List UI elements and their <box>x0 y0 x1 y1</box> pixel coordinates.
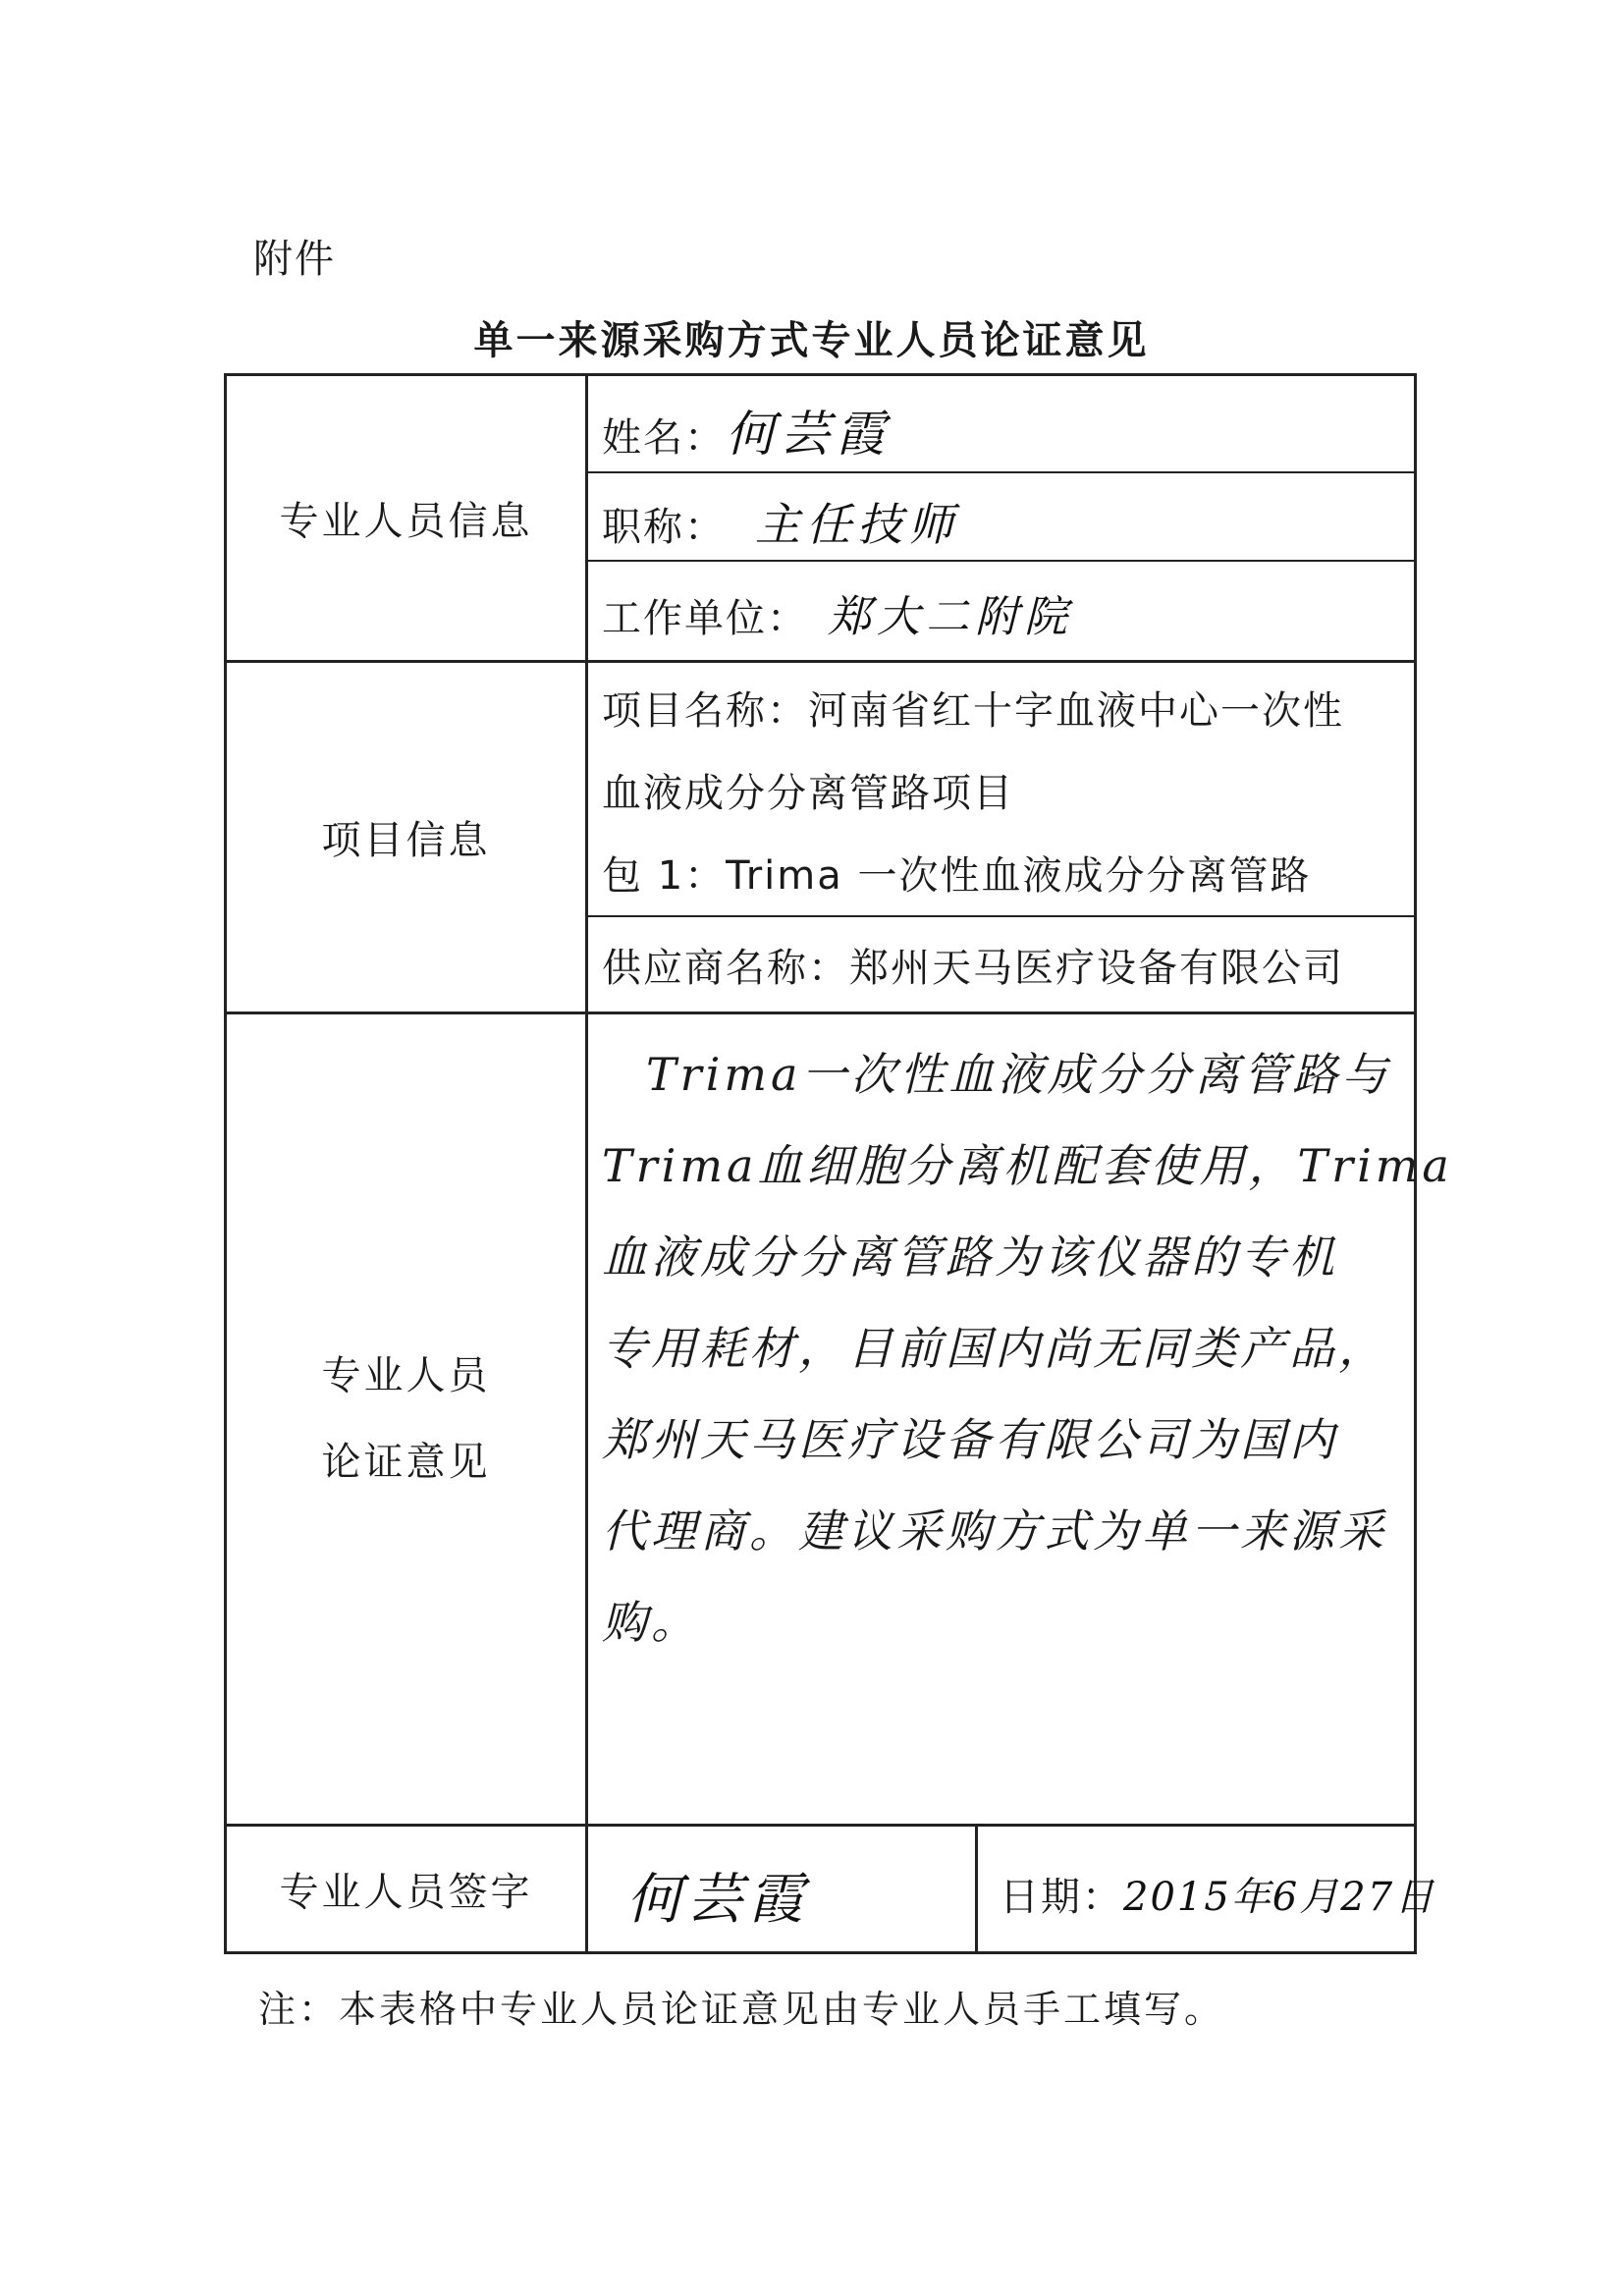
expert-info-label: 专业人员信息 <box>279 499 533 544</box>
date-value: 2015年6月27日 <box>1123 1875 1436 1920</box>
project-name-line1: 项目名称：河南省红十字血液中心一次性 <box>602 688 1344 734</box>
opinion-text <box>602 1029 1453 1668</box>
employer-row <box>602 581 1073 644</box>
signature-divider <box>585 1824 588 1954</box>
signature-label: 专业人员签字 <box>279 1870 533 1915</box>
name-row <box>602 395 891 465</box>
employer-value: 郑大二附院 <box>828 592 1073 642</box>
date-row <box>1000 1866 1435 1922</box>
signature-text: 何芸霞 <box>626 1868 809 1932</box>
employer-label: 工作单位： <box>602 596 808 641</box>
opinion-line-5: 郑州天马医疗设备有限公司为国内 <box>602 1413 1338 1466</box>
row-divider-name <box>585 471 1414 473</box>
row-divider-title <box>585 560 1414 562</box>
opinion-line-1: Trima一次性血液成分分离管路与 <box>646 1048 1391 1101</box>
opinion-label-line1: 专业人员 <box>321 1353 491 1398</box>
opinion-line-3: 血液成分分离管路为该仪器的专机 <box>602 1230 1338 1284</box>
opinion-label-line2: 论证意见 <box>321 1440 491 1485</box>
title-label: 职称： <box>602 505 726 550</box>
column-divider <box>585 373 588 1827</box>
name-label: 姓名： <box>602 415 726 461</box>
package-line: 包 1：Trima 一次性血液成分分离管路 <box>602 853 1312 899</box>
table-border-bottom <box>224 1951 1417 1954</box>
title-row <box>602 489 959 554</box>
row-divider-supplier <box>585 915 1414 917</box>
project-name-line2: 血液成分分离管路项目 <box>602 771 1014 816</box>
opinion-line-6: 代理商。建议采购方式为单一来源采 <box>602 1504 1387 1558</box>
page-title: 单一来源采购方式专业人员论证意见 <box>473 318 1150 363</box>
name-value: 何芸霞 <box>726 406 891 463</box>
opinion-line-4: 专用耗材，目前国内尚无同类产品， <box>602 1322 1387 1375</box>
attachment-label: 附件 <box>253 237 336 282</box>
opinion-line-7: 购。 <box>602 1596 700 1649</box>
opinion-line-2: Trima血细胞分离机配套使用，Trima <box>602 1139 1453 1192</box>
date-divider <box>975 1824 978 1954</box>
date-label: 日期： <box>1000 1875 1123 1920</box>
project-info-label: 项目信息 <box>321 818 491 863</box>
form-table <box>224 373 1453 1954</box>
footer-note: 注：本表格中专业人员论证意见由专业人员手工填写。 <box>258 1988 1225 2031</box>
opinion-label <box>227 1014 585 1824</box>
supplier-line: 供应商名称：郑州天马医疗设备有限公司 <box>602 946 1344 991</box>
title-value: 主任技师 <box>755 498 959 551</box>
